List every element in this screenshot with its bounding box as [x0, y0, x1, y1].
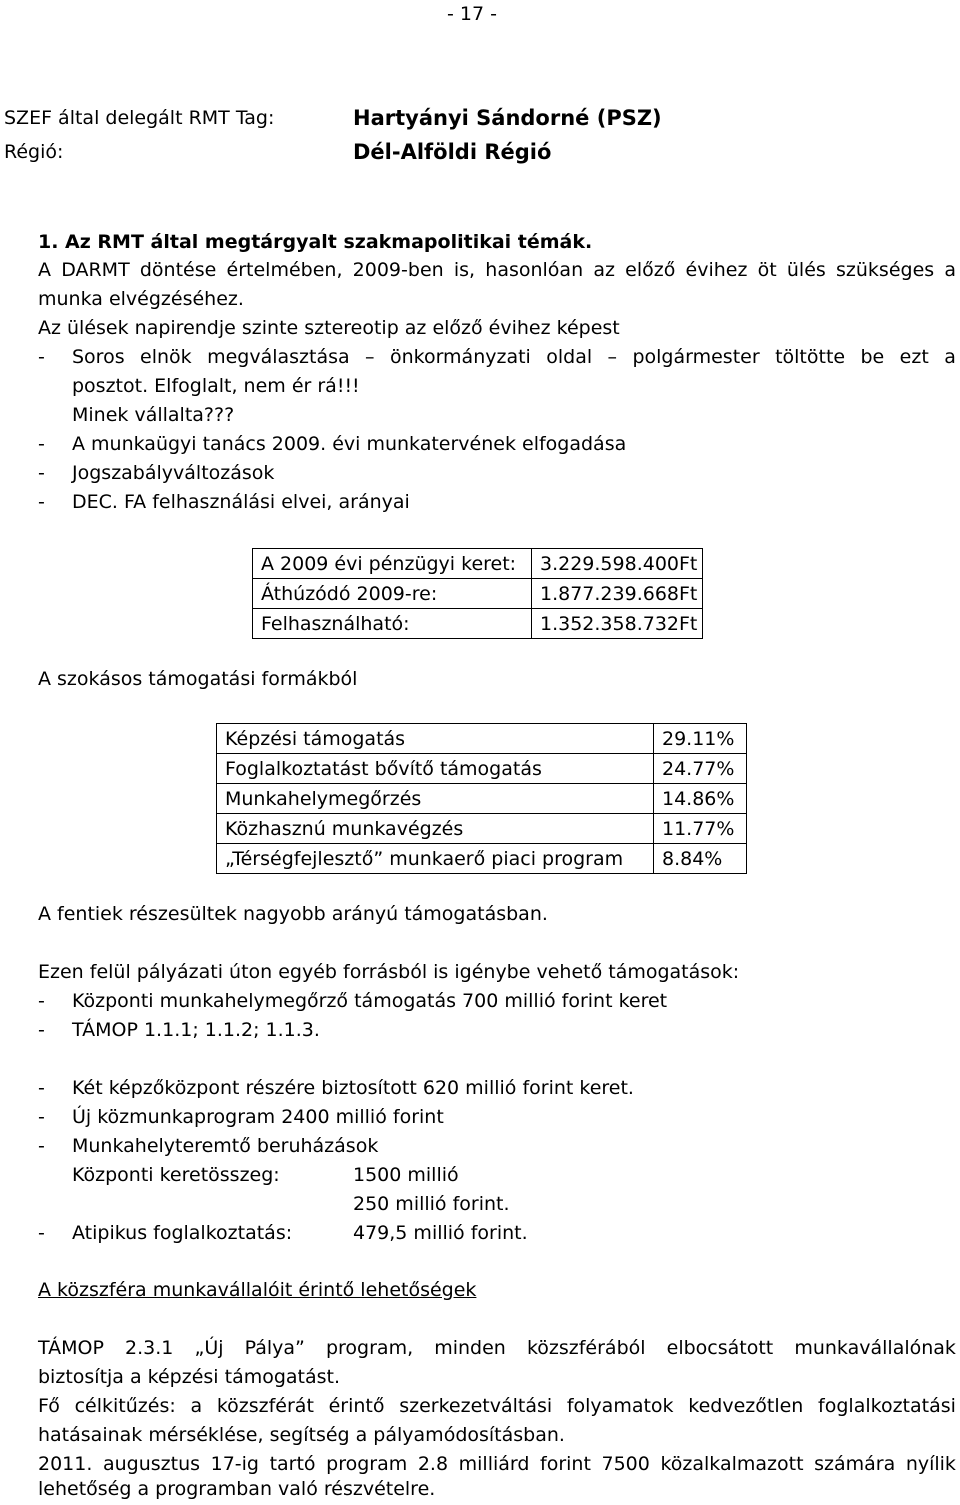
bullet-dash: -: [38, 491, 45, 513]
support-value: 24.77%: [654, 754, 747, 784]
other-source-3: Két képzőközpont részére biztosított 620 millió forint keret.: [72, 1077, 634, 1099]
public-sector-heading: A közszféra munkavállalóit érintő lehetőségek: [38, 1279, 477, 1301]
bullet-dash: -: [38, 433, 45, 455]
budget-value: 1.352.358.732Ft: [532, 609, 703, 639]
table-row: [217, 814, 747, 844]
intro-line-1: A DARMT döntése értelmében, 2009-ben is, hasonlóan az előző évihez öt ülés szükséges a: [38, 259, 956, 281]
support-label: „Térségfejlesztő” munkaerő piaci program: [217, 844, 654, 874]
public-sector-p1-line-1: TÁMOP 2.3.1 „Új Pálya” program, minden közszférából elbocsátott munkavállalónak: [38, 1337, 956, 1359]
budget-label: A 2009 évi pénzügyi keret:: [253, 549, 532, 579]
atypical-value: 479,5 millió forint.: [353, 1222, 528, 1244]
agenda-item-3: Jogszabályváltozások: [72, 462, 275, 484]
bullet-dash: -: [38, 462, 45, 484]
bullet-dash: -: [38, 1135, 45, 1157]
support-table: [216, 723, 747, 874]
public-sector-p2-line-1: Fő célkitűzés: a közszférát érintő szerkezetváltási folyamatok kedvezőtlen foglalkoztatási: [38, 1395, 956, 1417]
agenda-item-1-line-1: Soros elnök megválasztása – önkormányzati oldal – polgármester töltötte be ezt a: [72, 346, 956, 368]
central-budget-label: Központi keretösszeg:: [72, 1164, 280, 1186]
agenda-intro: Az ülések napirendje szinte sztereotip az előző évihez képest: [38, 317, 620, 339]
support-value: 11.77%: [654, 814, 747, 844]
bullet-dash: -: [38, 1019, 45, 1041]
atypical-label: Atipikus foglalkoztatás:: [72, 1222, 293, 1244]
bullet-dash: -: [38, 1222, 45, 1244]
bullet-dash: -: [38, 990, 45, 1012]
bullet-dash: -: [38, 346, 45, 368]
public-sector-p3-line-2: lehetőség a programban való részvételre.: [38, 1478, 436, 1500]
public-sector-p2-line-2: hatásainak mérséklése, segítség a pályamódosításban.: [38, 1424, 565, 1446]
central-budget-value-2: 250 millió forint.: [353, 1193, 510, 1215]
budget-value: 3.229.598.400Ft: [532, 549, 703, 579]
agenda-item-1-line-3: Minek vállalta???: [72, 404, 235, 426]
budget-label: Felhasználható:: [253, 609, 532, 639]
budget-label: Áthúzódó 2009-re:: [253, 579, 532, 609]
other-source-5: Munkahelyteremtő beruházások: [72, 1135, 379, 1157]
agenda-item-2: A munkaügyi tanács 2009. évi munkatervének elfogadása: [72, 433, 627, 455]
agenda-item-1-line-2: posztot. Elfoglalt, nem ér rá!!!: [72, 375, 360, 397]
section-heading: 1. Az RMT által megtárgyalt szakmapolitikai témák.: [38, 231, 593, 253]
budget-value: 1.877.239.668Ft: [532, 579, 703, 609]
table-row: [253, 579, 703, 609]
bullet-dash: -: [38, 1106, 45, 1128]
table-row: [217, 754, 747, 784]
delegate-label: SZEF által delegált RMT Tag:: [4, 107, 275, 129]
agenda-item-4: DEC. FA felhasználási elvei, arányai: [72, 491, 410, 513]
table-row: [217, 724, 747, 754]
support-value: 29.11%: [654, 724, 747, 754]
public-sector-p3-line-1: 2011. augusztus 17-ig tartó program 2.8 milliárd forint 7500 közalkalmazott számára nyílik: [38, 1453, 956, 1475]
public-sector-p1-line-2: biztosítja a képzési támogatást.: [38, 1366, 341, 1388]
region-value: Dél-Alföldi Régió: [353, 140, 552, 164]
other-source-1: Központi munkahelymegőrző támogatás 700 millió forint keret: [72, 990, 668, 1012]
support-label: Képzési támogatás: [217, 724, 654, 754]
other-source-2: TÁMOP 1.1.1; 1.1.2; 1.1.3.: [72, 1019, 320, 1041]
support-forms-intro: A szokásos támogatási formákból: [38, 668, 358, 690]
budget-table: [252, 548, 703, 639]
support-value: 14.86%: [654, 784, 747, 814]
support-label: Közhasznú munkavégzés: [217, 814, 654, 844]
table-row: [217, 784, 747, 814]
intro-line-2: munka elvégzéséhez.: [38, 288, 244, 310]
table-row: [217, 844, 747, 874]
region-label: Régió:: [4, 141, 64, 163]
table-row: [253, 549, 703, 579]
page-number: - 17 -: [447, 3, 497, 25]
table-row: [253, 609, 703, 639]
delegate-value: Hartyányi Sándorné (PSZ): [353, 106, 662, 130]
bullet-dash: -: [38, 1077, 45, 1099]
other-sources-intro: Ezen felül pályázati úton egyéb forrásból is igénybe vehető támogatások:: [38, 961, 740, 983]
support-label: Foglalkoztatást bővítő támogatás: [217, 754, 654, 784]
support-label: Munkahelymegőrzés: [217, 784, 654, 814]
support-conclusion: A fentiek részesültek nagyobb arányú támogatásban.: [38, 903, 548, 925]
central-budget-value-1: 1500 millió: [353, 1164, 459, 1186]
other-source-4: Új közmunkaprogram 2400 millió forint: [72, 1106, 444, 1128]
support-value: 8.84%: [654, 844, 747, 874]
